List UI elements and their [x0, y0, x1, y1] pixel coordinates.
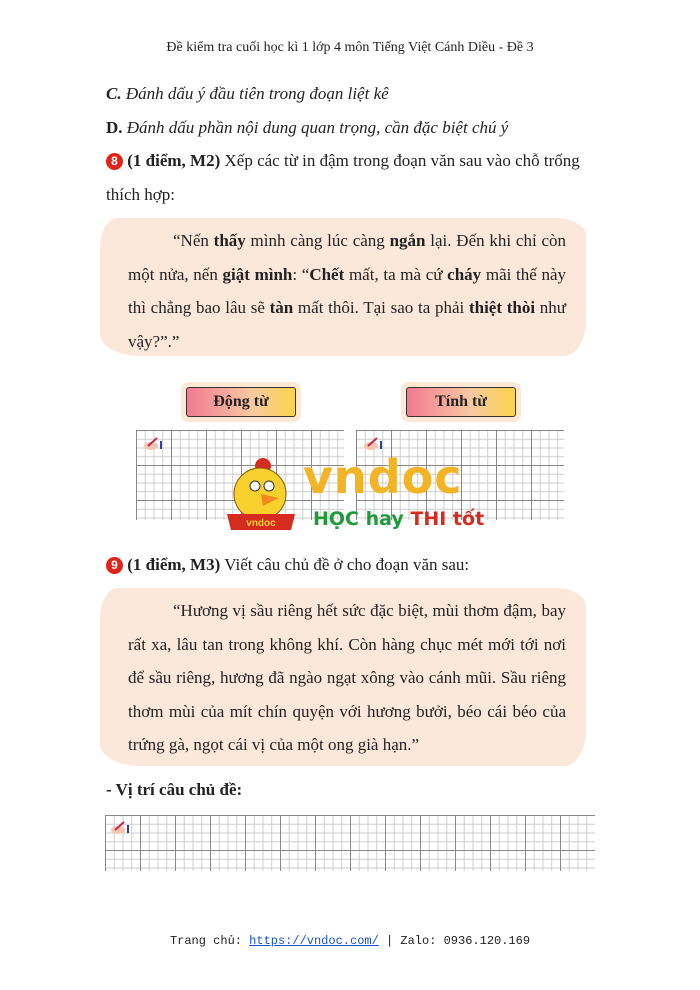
adjective-label: Tính từ [406, 387, 516, 417]
passage-segment: lại. Đến khi chỉ còn một nửa, nến [128, 231, 566, 284]
option-d [106, 118, 508, 138]
page-header: Đề kiểm tra cuối học kì 1 lớp 4 môn Tiếng Việt Cánh Diều - Đề 3 [166, 40, 534, 55]
option-text: Đánh dấu ý đầu tiên trong đoạn liệt kê [121, 84, 389, 103]
pencil-hand-icon [363, 437, 383, 451]
passage-text: “Hương vị sầu riêng hết sức đặc biệt, mùi thơm đậm, bay rất xa, lâu tan trong không khí. Còn hàng chục mét mới tới nơi để sầu riêng, hương đã ngào ngạt xông vào cánh mũi. Sầu riêng thơm mùi của mít chín quyện với hương bưởi, béo cái béo của trứng gà, ngọt cái vị của một ong già hạn.” [128, 601, 566, 754]
bold-word: thấy [213, 231, 246, 250]
bold-word: cháy [447, 264, 482, 284]
slogan-part: HỌC hay [313, 508, 404, 530]
footer-prefix: Trang chủ: [169, 934, 250, 948]
pencil-hand-icon [143, 437, 163, 451]
option-label: C. [106, 84, 122, 103]
question-score: (1 điểm, M2) [127, 151, 221, 170]
chicken-mascot-icon [225, 456, 300, 534]
question-8 [106, 151, 596, 171]
passage-segment: mất thôi. Tại sao ta phải [293, 298, 469, 317]
passage-box-9 [100, 588, 586, 766]
slogan-part: THI tốt [410, 508, 485, 530]
svg-text:vndoc: vndoc [246, 518, 276, 529]
bold-word: giật mình [222, 264, 293, 284]
question-text: Viết câu chủ đề ở cho đoạn văn sau: [220, 555, 470, 574]
question-9 [106, 555, 596, 575]
question-number-badge: 8 [106, 153, 123, 170]
pencil-hand-icon [110, 821, 130, 835]
passage-segment: mãi thế này thì chẳng bao lâu sẽ [128, 264, 566, 317]
homepage-link[interactable]: https://vndoc.com/ [249, 934, 379, 948]
passage-text [100, 218, 586, 358]
question-8-cont: thích hợp: [106, 185, 175, 204]
bold-word: thiệt thòi [468, 298, 536, 317]
logo-slogan [313, 508, 484, 530]
question-text: Xếp các từ in đậm trong đoạn văn sau vào chỗ trống [220, 151, 580, 170]
footer-contact: | Zalo: 0936.120.169 [378, 934, 531, 948]
question-score: (1 điểm, M3) [127, 555, 221, 574]
topic-sentence-answer-grid[interactable] [105, 815, 595, 871]
passage-segment: mình càng lúc càng [245, 231, 390, 250]
answer-label: - Vị trí câu chủ đề: [106, 780, 243, 799]
verb-label: Động từ [186, 387, 296, 417]
bold-word: ngắn [389, 231, 426, 250]
passage-segment: mất, ta mà cứ [344, 264, 448, 284]
option-text: Đánh dấu phần nội dung quan trọng, cần đặc biệt chú ý [122, 118, 509, 137]
question-number-badge: 9 [106, 557, 123, 574]
bold-word: tàn [269, 298, 294, 317]
logo-brand: vndoc [303, 450, 463, 504]
vndoc-logo [225, 450, 485, 536]
passage-segment: : “ [292, 264, 310, 284]
passage-segment: như vậy?”.” [128, 298, 567, 351]
page-footer [0, 934, 700, 948]
bold-word: Chết [309, 264, 345, 284]
option-label: D. [106, 118, 123, 137]
option-c [106, 84, 389, 104]
passage-box-8 [100, 218, 586, 356]
passage-segment: “Nến [173, 231, 214, 250]
